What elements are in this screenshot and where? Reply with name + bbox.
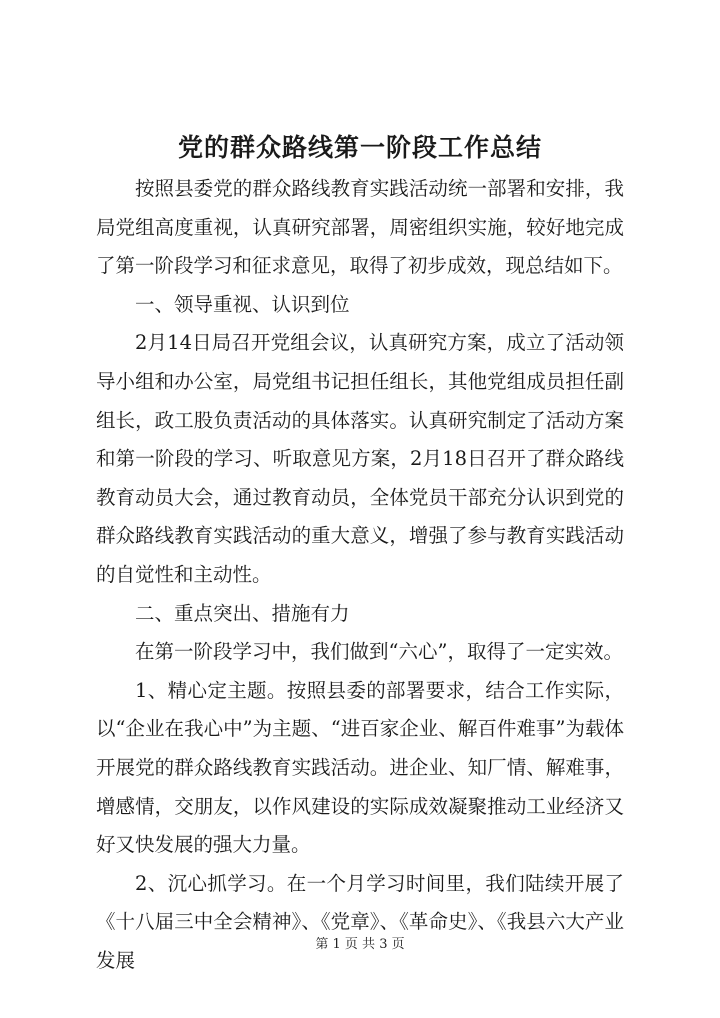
section-heading-1: 一、领导重视、认识到位 [135,292,350,316]
intro-paragraph: 按照县委党的群众路线教育实践活动统一部署和安排，我局党组高度重视，认真研究部署，周密组织实施，较好地完成了第一阶段学习和征求意见，取得了初步成效，现总结如下。 [96,177,624,278]
section-1-paragraph: 2月14日局召开党组会议，认真研究方案，成立了活动领导小组和办公室，局党组书记担任组长，其他党组成员担任副组长，政工股负责活动的具体落实。认真研究制定了活动方案和第一阶段的学习、听取意见方案，2月18日召开了群众路线教育动员大会，通过教育动员，全体党员干部充分认识到党的群众路线教育实践活动的重大意义，增强了参与教育实践活动的自觉性和主动性。 [96,331,624,586]
section-heading-2: 二、重点突出、措施有力 [135,601,350,625]
section-2-intro-paragraph: 在第一阶段学习中，我们做到“六心”，取得了一定实效。 [135,640,623,664]
item-2-paragraph: 2、沉心抓学习。在一个月学习时间里，我们陆续开展了《十八届三中全会精神》、《党章》、《革命史》、《我县六大产业发展 [96,871,624,972]
document-title: 党的群众路线第一阶段工作总结 [177,133,542,162]
page-number-footer: 第 1 页 共 3 页 [315,937,405,952]
item-1-paragraph: 1、精心定主题。按照县委的部署要求，结合工作实际，以“企业在我心中”为主题、“进百家企业、解百件难事”为载体开展党的群众路线教育实践活动。进企业、知厂情、解难事，增感情，交朋友，以作风建设的实际成效凝聚推动工业经济又好又快发展的强大力量。 [96,678,624,857]
document-body [96,170,624,980]
